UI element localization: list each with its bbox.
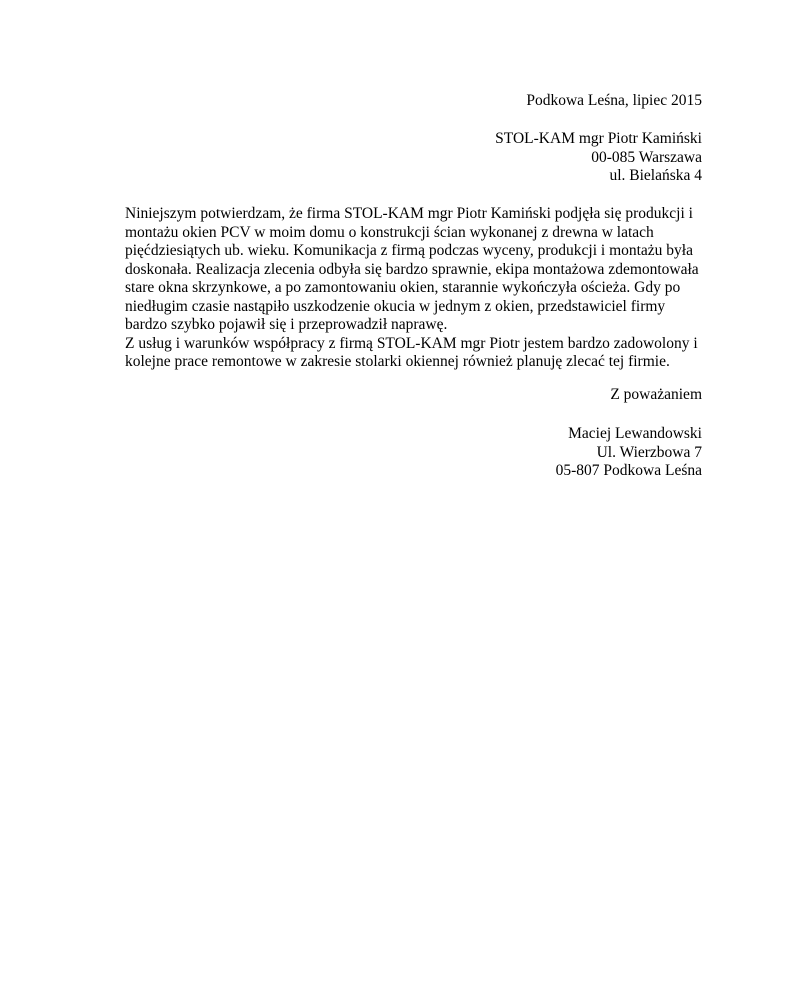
body-line: doskonała. Realizacja zlecenia odbyła się bardzo sprawnie, ekipa montażowa zdemontowała	[125, 260, 699, 278]
recipient-street: ul. Bielańska 4	[609, 167, 702, 184]
recipient-name: STOL-KAM mgr Piotr Kamiński	[495, 130, 702, 147]
body-line: bardzo szybko pojawił się i przeprowadził naprawę.	[125, 316, 448, 333]
body-line: pięćdziesiątych ub. wieku. Komunikacja z firmą podczas wyceny, produkcji i montażu była	[125, 242, 693, 259]
closing	[610, 386, 702, 405]
body-line: kolejne prace remontowe w zakresie stolarki okiennej również planuję zlecać tej firmie.	[125, 353, 670, 370]
sender-street: Ul. Wierzbowa 7	[596, 443, 702, 461]
sender-postal-city: 05-807 Podkowa Leśna	[555, 462, 702, 479]
body-line: Niniejszym potwierdzam, że firma STOL-KAM mgr Piotr Kamiński podjęła się produkcji i	[125, 205, 693, 222]
place-and-date	[526, 92, 702, 111]
closing-text: Z poważaniem	[610, 386, 702, 403]
recipient-address	[495, 130, 702, 186]
body-line: montażu okien PCV w moim domu o konstrukcji ścian wykonanej z drewna w latach	[125, 223, 654, 241]
sender-signature	[556, 425, 702, 481]
place-date-text: Podkowa Leśna, lipiec 2015	[526, 92, 702, 109]
body-line: stare okna skrzynkowe, a po zamontowaniu okien, starannie wykończyła ościeża. Gdy po	[125, 279, 681, 296]
body-line: niedługim czasie nastąpiło uszkodzenie okucia w jednym z okien, przedstawiciel firmy	[125, 297, 666, 315]
letter-body	[125, 205, 715, 372]
body-line: Z usług i warunków współpracy z firmą STOL-KAM mgr Piotr jestem bardzo zadowolony i	[125, 334, 698, 352]
sender-name: Maciej Lewandowski	[568, 425, 702, 442]
recipient-postal-city: 00-085 Warszawa	[591, 148, 702, 166]
